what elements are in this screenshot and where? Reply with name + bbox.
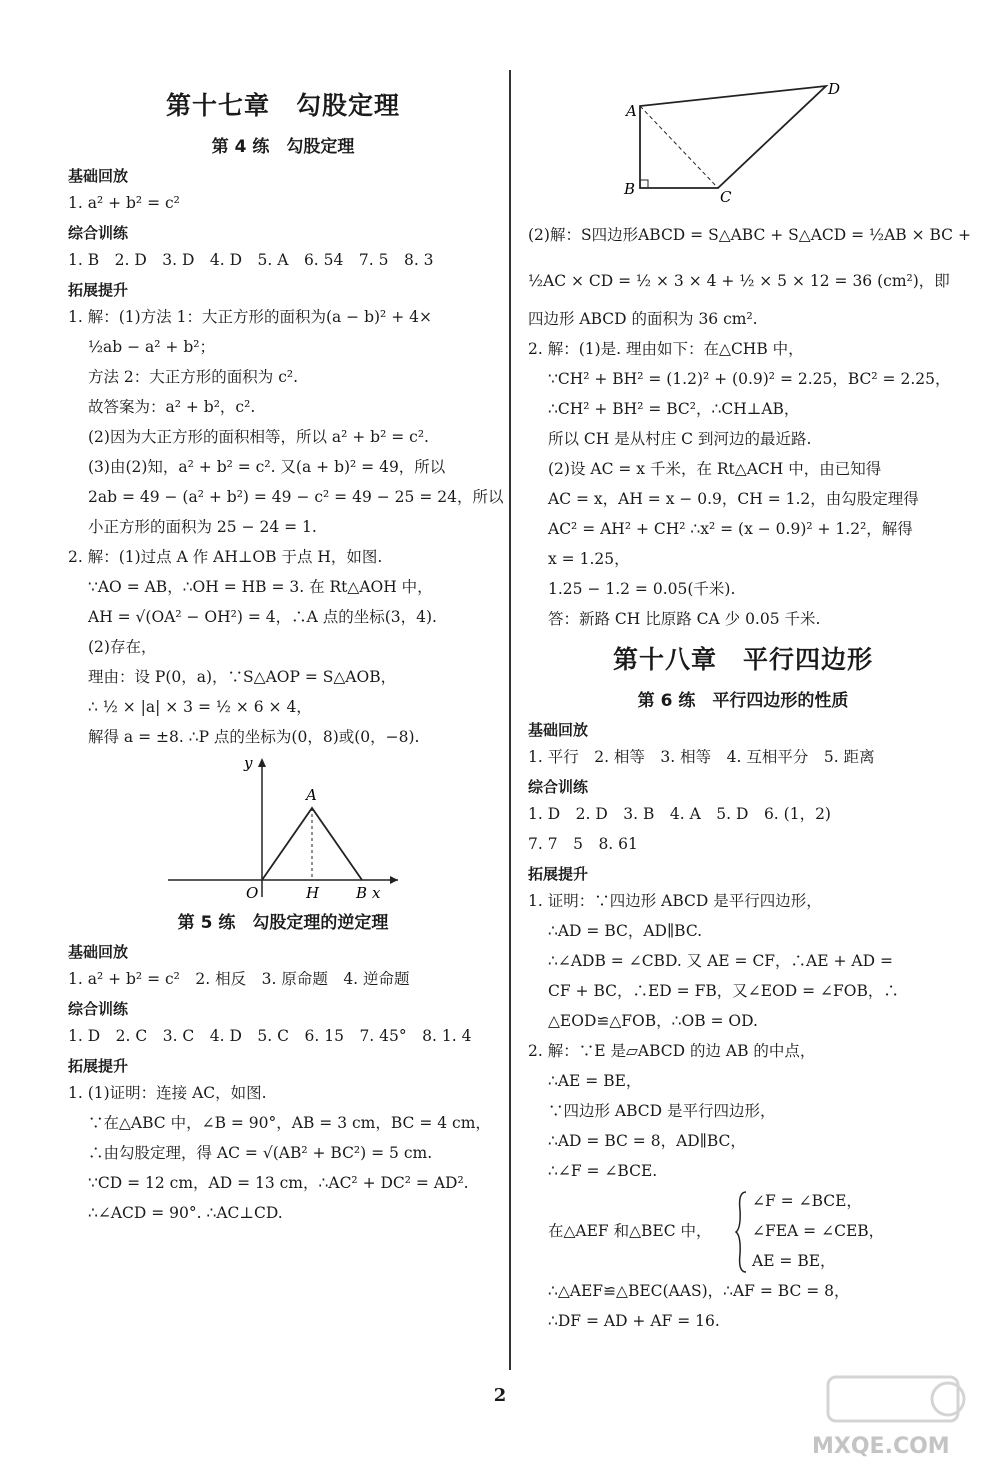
solution-line: ∴∠ACD = 90°. ∴AC⊥CD. — [88, 1204, 283, 1222]
solution-line: CF + BC，∴ED = FB，又∠EOD = ∠FOB，∴ — [548, 982, 899, 1000]
system-line: AE = BE， — [752, 1252, 836, 1270]
solution-line: (2)存在， — [88, 638, 157, 656]
section-head: 拓展提升 — [528, 865, 589, 883]
solution-line: x = 1.25， — [548, 550, 630, 568]
section-head: 拓展提升 — [68, 1057, 129, 1075]
column-divider — [509, 70, 511, 1370]
left-column — [68, 80, 504, 1228]
quadrilateral-figure — [528, 78, 958, 208]
chapter-title: 第十八章 平行四边形 — [612, 645, 873, 674]
solution-line: 方法 2：大正方形的面积为 c². — [88, 368, 299, 386]
solution-line: (2)设 AC = x 千米，在 Rt△ACH 中，由已知得 — [548, 460, 882, 478]
solution-line: ∵在△ABC 中，∠B = 90°，AB = 3 cm，BC = 4 cm， — [88, 1114, 491, 1132]
section-head: 基础回放 — [68, 167, 129, 185]
section-head: 综合训练 — [528, 778, 589, 796]
section-title: 第 4 练 勾股定理 — [211, 137, 355, 157]
solution-line: 1. 证明：∵四边形 ABCD 是平行四边形， — [528, 892, 822, 910]
solution-line: ∴DF = AD + AF = 16. — [548, 1312, 720, 1330]
system-prefix: 在△AEF 和△BEC 中， — [548, 1222, 712, 1240]
solution-line: ∴ ½ × |a| × 3 = ½ × 6 × 4， — [88, 698, 312, 716]
solution-line: ½AC × CD = ½ × 3 × 4 + ½ × 5 × 12 = 36 (cm²)，即 — [528, 272, 950, 290]
answer-line: 1. D 2. C 3. C 4. D 5. C 6. 15 7. 45° 8. 1. 4 — [68, 1027, 472, 1045]
solution-line: 所以 CH 是从村庄 C 到河边的最近路. — [548, 430, 812, 448]
solution-line: 2. 解：(1)过点 A 作 AH⊥OB 于点 H，如图. — [68, 548, 383, 566]
equation-system — [548, 1186, 958, 1276]
solution-line: 2. 解：(1)是. 理由如下：在△CHB 中， — [528, 340, 804, 358]
axis-x-label: x — [372, 884, 381, 902]
solution-line: ∵CD = 12 cm，AD = 13 cm，∴AC² + DC² = AD². — [88, 1174, 469, 1192]
solution-line: 解得 a = ±8. ∴P 点的坐标为(0，8)或(0，−8). — [88, 728, 420, 746]
brace-icon — [734, 1190, 748, 1274]
section-head: 基础回放 — [528, 721, 589, 739]
solution-line: ∴AD = BC，AD∥BC. — [548, 922, 703, 940]
solution-line: ∴AE = BE， — [548, 1072, 642, 1090]
solution-line: ∴AD = BC = 8，AD∥BC， — [548, 1132, 746, 1150]
solution-line: AC = x，AH = x − 0.9，CH = 1.2，由勾股定理得 — [548, 490, 919, 508]
solution-line: 1. 解：(1)方法 1：大正方形的面积为(a − b)² + 4× — [68, 308, 432, 326]
solution-line: ∴∠ADB = ∠CBD. 又 AE = CF，∴AE + AD = — [548, 952, 893, 970]
point-c-label: C — [720, 188, 732, 206]
chapter-title: 第十七章 勾股定理 — [165, 91, 400, 120]
answer-line: 1. B 2. D 3. D 4. D 5. A 6. 54 7. 5 8. 3 — [68, 251, 434, 269]
solution-line: 2. 解：∵E 是▱ABCD 的边 AB 的中点， — [528, 1042, 816, 1060]
solution-line: AH = √(OA² − OH²) = 4，∴A 点的坐标(3，4). — [88, 608, 437, 626]
right-column — [528, 78, 971, 1336]
solution-line: ∵CH² + BH² = (1.2)² + (0.9)² = 2.25，BC² = 2.25， — [548, 370, 951, 388]
solution-line: ∴△AEF≌△BEC(AAS)，∴AF = BC = 8， — [548, 1282, 850, 1300]
solution-line: AC² = AH² + CH² ∴x² = (x − 0.9)² + 1.2²，解得 — [548, 520, 913, 538]
point-a-label: A — [306, 786, 317, 804]
axis-y-label: y — [244, 754, 253, 772]
solution-line: 理由：设 P(0，a)，∵S△AOP = S△AOB， — [88, 668, 397, 686]
watermark-text: MXQE.COM — [812, 1434, 950, 1459]
coordinate-figure — [68, 752, 498, 902]
section-head: 综合训练 — [68, 224, 129, 242]
section-title: 第 5 练 勾股定理的逆定理 — [177, 913, 389, 933]
answer-line: 1. a² + b² = c² — [68, 194, 180, 212]
solution-line: 故答案为：a² + b²，c². — [88, 398, 256, 416]
solution-line: 答：新路 CH 比原路 CA 少 0.05 千米. — [548, 610, 821, 628]
solution-line: ∴∠F = ∠BCE. — [548, 1162, 658, 1180]
section-head: 基础回放 — [68, 943, 129, 961]
solution-line: 小正方形的面积为 25 − 24 = 1. — [88, 518, 317, 536]
solution-line: ∴CH² + BH² = BC²，∴CH⊥AB， — [548, 400, 800, 418]
answer-line: 1. 平行 2. 相等 3. 相等 4. 互相平分 5. 距离 — [528, 748, 875, 766]
solution-line: (3)由(2)知，a² + b² = c². 又(a + b)² = 49，所以 — [88, 458, 446, 476]
solution-line: 四边形 ABCD 的面积为 36 cm². — [528, 310, 758, 328]
solution-line: (2)解：S四边形ABCD = S△ABC + S△ACD = ½AB × BC + — [528, 226, 971, 244]
answer-line: 1. a² + b² = c² 2. 相反 3. 原命题 4. 逆命题 — [68, 970, 410, 988]
point-b-label: B — [356, 884, 368, 902]
page-number: 2 — [493, 1385, 507, 1406]
answer-line: 7. 7 5 8. 61 — [528, 835, 638, 853]
point-d-label: D — [828, 80, 841, 98]
system-line: ∠FEA = ∠CEB， — [752, 1222, 885, 1240]
point-a-label: A — [626, 102, 637, 120]
section-head: 综合训练 — [68, 1000, 129, 1018]
solution-line: ∵AO = AB，∴OH = HB = 3. 在 Rt△AOH 中， — [88, 578, 433, 596]
system-line: ∠F = ∠BCE， — [752, 1192, 862, 1210]
solution-line: ∴由勾股定理，得 AC = √(AB² + BC²) = 5 cm. — [88, 1144, 433, 1162]
solution-line: 2ab = 49 − (a² + b²) = 49 − c² = 49 − 25 = 24，所以 — [88, 488, 504, 506]
watermark-logo — [798, 1373, 988, 1463]
point-b-label: B — [624, 180, 636, 198]
solution-line: 1.25 − 1.2 = 0.05(千米). — [548, 580, 736, 598]
answer-line: 1. D 2. D 3. B 4. A 5. D 6. (1，2) — [528, 805, 831, 823]
solution-line: △EOD≌△FOB，∴OB = OD. — [548, 1012, 758, 1030]
section-title: 第 6 练 平行四边形的性质 — [637, 691, 849, 711]
section-head: 拓展提升 — [68, 281, 129, 299]
solution-line: ∵四边形 ABCD 是平行四边形， — [548, 1102, 776, 1120]
solution-line: (2)因为大正方形的面积相等，所以 a² + b² = c². — [88, 428, 429, 446]
point-o-label: O — [246, 884, 259, 902]
solution-line: ½ab − a² + b²； — [88, 338, 215, 356]
solution-line: 1. (1)证明：连接 AC，如图. — [68, 1084, 267, 1102]
point-h-label: H — [306, 884, 320, 902]
